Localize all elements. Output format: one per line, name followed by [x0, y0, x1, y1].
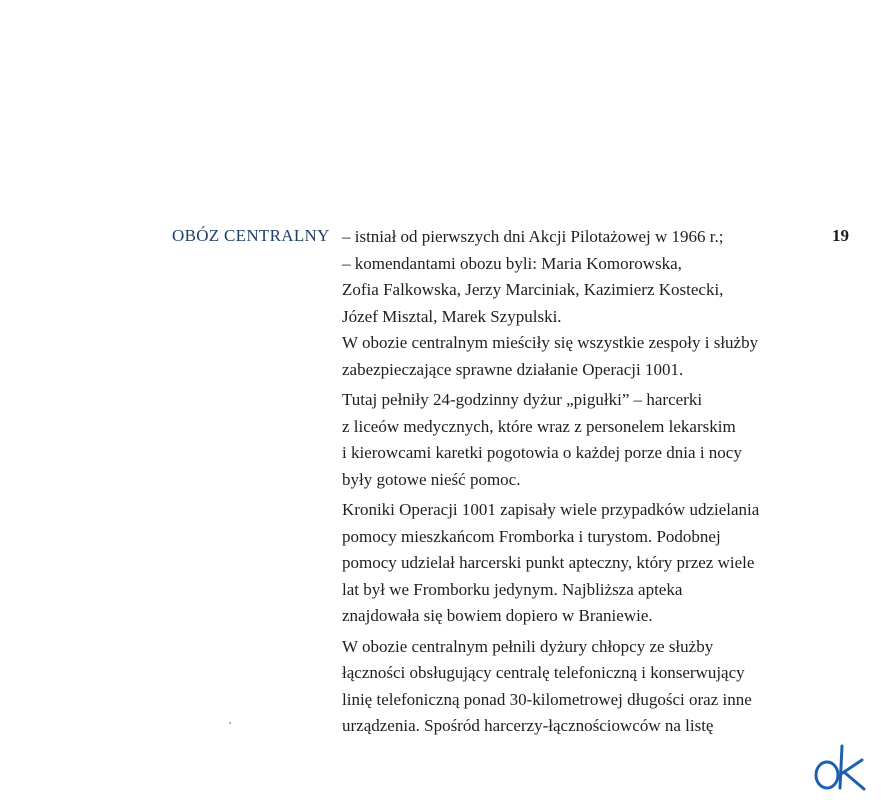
- text-line: łączności obsługujący centralę telefoniczną i konserwujący: [342, 663, 745, 682]
- text-line: z liceów medycznych, które wraz z personelem lekarskim: [342, 416, 736, 436]
- paragraph: [342, 330, 802, 383]
- text-line: Józef Misztal, Marek Szypulski.: [342, 306, 562, 326]
- text-line: linię telefoniczną ponad 30-kilometrowej długości oraz inne: [342, 689, 752, 709]
- section-heading: OBÓZ CENTRALNY: [172, 226, 330, 245]
- text-line: – istniał od pierwszych dni Akcji Pilotażowej w 1966 r.;: [342, 227, 724, 246]
- text-line: pomocy udzielał harcerski punkt apteczny, który przez wiele: [342, 553, 755, 572]
- text-line: pomocy mieszkańcom Fromborka i turystom. Podobnej: [342, 526, 721, 546]
- paragraph: [342, 387, 802, 493]
- text-line: W obozie centralnym pełnili dyżury chłopcy ze służby: [342, 636, 714, 656]
- text-line: Kroniki Operacji 1001 zapisały wiele przypadków udzielania: [342, 500, 760, 519]
- text-line: były gotowe nieść pomoc.: [342, 469, 521, 489]
- text-line: znajdowała się bowiem dopiero w Braniewie.: [342, 606, 653, 625]
- text-line: W obozie centralnym mieściły się wszystkie zespoły i służby: [342, 333, 759, 352]
- text-line: zabezpieczające sprawne działanie Operacji 1001.: [342, 359, 684, 379]
- text-line: urządzenia. Spośród harcerzy-łącznościowców na listę: [342, 716, 714, 735]
- paragraph: [342, 497, 802, 630]
- text-line: Tutaj pełniły 24-godzinny dyżur „pigułki” – harcerki: [342, 390, 703, 409]
- text-line: Zofia Falkowska, Jerzy Marciniak, Kazimierz Kostecki,: [342, 280, 724, 299]
- page-number: 19: [832, 226, 849, 245]
- paragraph: [342, 224, 802, 330]
- dk-logo-icon: [812, 742, 874, 794]
- text-line: i kierowcami karetki pogotowia o każdej porze dnia i nocy: [342, 443, 742, 462]
- text-line: – komendantami obozu byli: Maria Komorowska,: [342, 253, 682, 273]
- body-text: [342, 224, 802, 740]
- print-speck: [229, 722, 231, 724]
- paragraph: [342, 634, 802, 740]
- text-line: lat był we Fromborku jedynym. Najbliższa apteka: [342, 579, 683, 599]
